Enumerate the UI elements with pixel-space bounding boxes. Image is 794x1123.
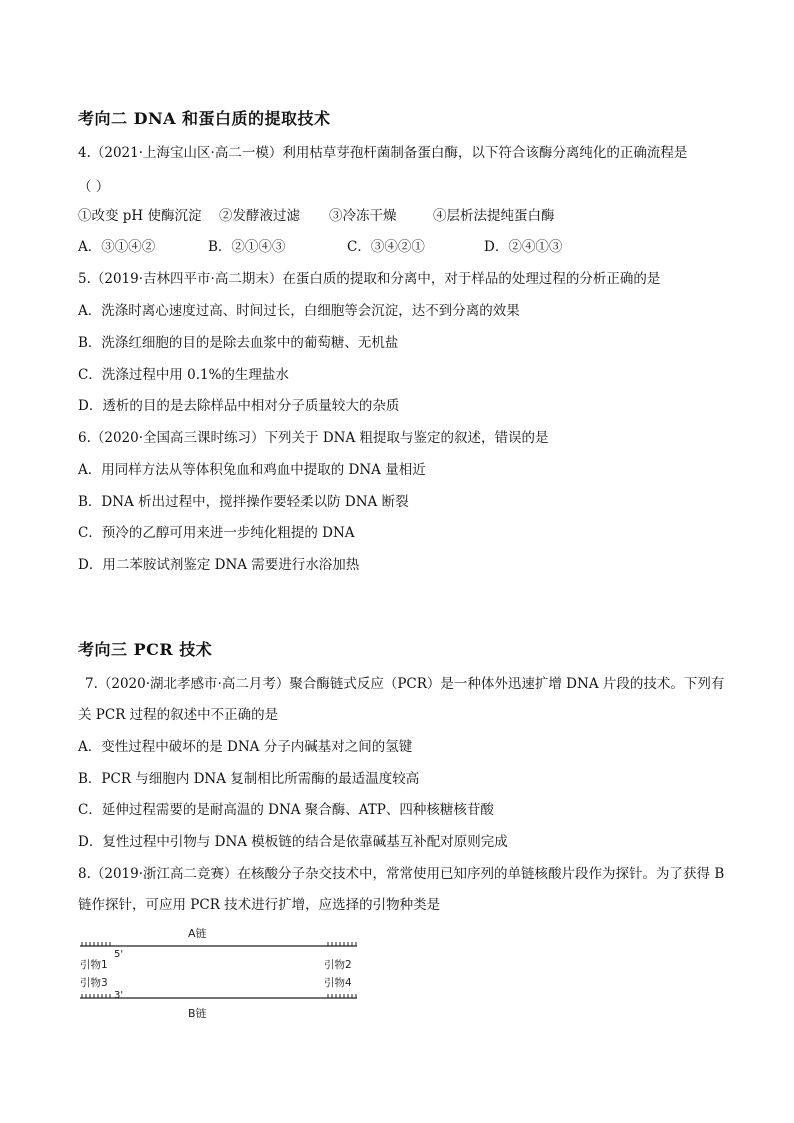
primer1-label: 引物1 [80,959,108,971]
q7-stem-line-2: 关 PCR 过程的叙述中不正确的是 [78,707,279,723]
q4-stem: 4.（2021·上海宝山区·高二一模）利用枯草芽孢杆菌制备蛋白酶，以下符合该酶分离纯化的正确流程是 [78,145,688,161]
primer4-label: 引物4 [324,977,352,989]
q4-options [78,238,562,256]
q5-option-d: D．透析的目的是去除样品中相对分子质量较大的杂质 [78,398,400,414]
q8-stem-line-2: 链作探针，可应用 PCR 技术进行扩增，应选择的引物种类是 [78,897,441,913]
q4-option-a: A．③①④② [78,239,156,255]
q4-option-c: C．③④②① [347,239,425,255]
q5-option-a: A．洗涤时离心速度过高、时间过长，白细胞等会沉淀，达不到分离的效果 [78,303,520,319]
q7-option-b: B．PCR 与细胞内 DNA 复制相比所需酶的最适温度较高 [78,771,420,787]
q4-steps [78,207,555,225]
section-title-3: 考向三 PCR 技术 [78,640,213,659]
q4-option-d: D．②④①③ [484,239,563,255]
q5-stem: 5.（2019·吉林四平市·高二期末）在蛋白质的提取和分离中，对于样品的处理过程的分析正确的是 [78,271,661,287]
section-title-2: 考向二 DNA 和蛋白质的提取技术 [78,109,331,128]
q4-step-1: ①改变 pH 使酶沉淀 [78,208,202,224]
q4-step-3: ③冷冻干燥 [329,208,397,224]
q6-stem: 6.（2020·全国高三课时练习）下列关于 DNA 粗提取与鉴定的叙述，错误的是 [78,430,549,446]
q7-option-c: C．延伸过程需要的是耐高温的 DNA 聚合酶、ATP、四种核糖核苷酸 [78,802,494,818]
q5-option-c: C．洗涤过程中用 0.1%的生理盐水 [78,367,289,383]
q7-option-d: D．复性过程中引物与 DNA 模板链的结合是依靠碱基互补配对原则完成 [78,834,508,850]
q4-step-2: ②发酵液过滤 [219,208,300,224]
three-prime-label: 3' [114,990,124,1001]
q4-answer-paren: （ ） [78,179,110,195]
five-prime-label: 5' [114,949,124,960]
q6-option-d: D．用二苯胺试剂鉴定 DNA 需要进行水浴加热 [78,557,360,573]
q7-stem-line-1: 7.（2020·湖北孝感市·高二月考）聚合酶链式反应（PCR）是一种体外迅速扩增 DNA 片段的技术。下列有 [85,676,725,692]
pcr-primer-diagram [74,922,364,1024]
q6-option-c: C．预冷的乙醇可用来进一步纯化粗提的 DNA [78,525,355,541]
q5-option-b: B．洗涤红细胞的目的是除去血浆中的葡萄糖、无机盐 [78,335,399,351]
q7-option-a: A．变性过程中破坏的是 DNA 分子内碱基对之间的氢键 [78,739,413,755]
q4-step-4: ④层析法提纯蛋白酶 [433,208,555,224]
primer2-label: 引物2 [324,959,352,971]
q4-option-b: B．②①④③ [208,239,286,255]
primer3-label: 引物3 [80,977,108,989]
chain-b-label: B链 [188,1007,207,1020]
q6-option-b: B．DNA 析出过程中，搅拌操作要轻柔以防 DNA 断裂 [78,494,409,510]
chain-a-label: A链 [188,927,207,940]
q6-option-a: A．用同样方法从等体积兔血和鸡血中提取的 DNA 量相近 [78,462,426,478]
q8-stem-line-1: 8.（2019·浙江高二竞赛）在核酸分子杂交技术中，常常使用已知序列的单链核酸片段作为探针。为了获得 B [78,866,725,882]
